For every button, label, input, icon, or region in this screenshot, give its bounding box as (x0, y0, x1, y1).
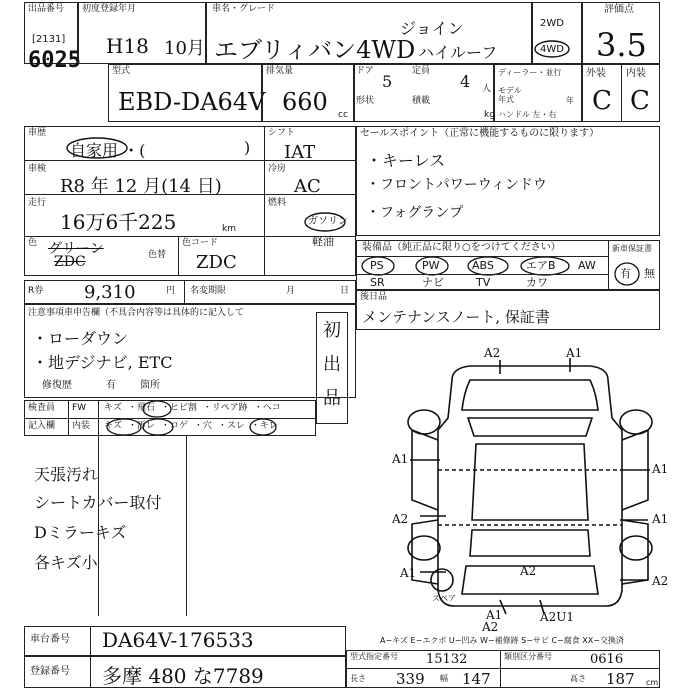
repair-label: 修復歴 (42, 380, 72, 391)
repair-unit: 箇所 (140, 380, 160, 391)
specs-footer-line (346, 668, 660, 669)
name-change-label: 名変期限 (190, 286, 227, 296)
dealer-label: ディーラー・並行 (498, 68, 562, 77)
interior-value: C (630, 86, 650, 116)
name-change-day: 日 (340, 286, 350, 296)
car-name: エブリィバン4WD (214, 36, 416, 64)
displacement-unit: cc (338, 110, 348, 120)
inspector-row2-head: 内装 (72, 421, 91, 431)
tax-value: 9,310 (84, 282, 136, 303)
color-label: 色 (28, 238, 38, 248)
fourwd-label: 4WD (540, 44, 564, 55)
type-designation-value: 15132 (426, 652, 468, 667)
handle-label: ハンドル 左・右 (498, 110, 557, 119)
model-year-label: モデル年式 (498, 86, 522, 104)
specs-footer-divider (500, 650, 501, 688)
mark-left-mid: A2 (392, 512, 409, 526)
doors-value: 5 (382, 72, 393, 91)
mark-rear-right: A2U1 (540, 610, 575, 624)
equip-leather: カワ (526, 276, 548, 289)
mark-rear-left-1: A1 (486, 608, 503, 622)
equip-aw: AW (578, 259, 596, 272)
inspection-value: R8 年 12 月(14 日) (60, 176, 222, 197)
usage-label: 車歴 (28, 128, 47, 138)
int-stain: ・汚レ (127, 421, 155, 431)
chassis-divider (90, 626, 91, 656)
width-label: 幅 (440, 674, 448, 683)
selling-point-2: ・フロントパワーウィンドウ (366, 177, 547, 193)
first-registration-year: H18 (106, 34, 149, 58)
color-code-struck: ZDC (54, 254, 86, 270)
fw-dent: ・ヘコ (253, 403, 281, 413)
class-label: 類別区分番号 (504, 652, 552, 661)
note-2: ・地デジナビ, ETC (32, 353, 173, 372)
capacity-label: 定員 (412, 66, 431, 76)
handwritten-note-4: 各キズ小 (34, 553, 98, 572)
handwritten-note-1: 天張汚れ (34, 465, 99, 484)
exterior-value: C (592, 86, 612, 116)
fw-chip: ・飛石 (127, 403, 155, 413)
registration-value: 多摩 480 な7789 (102, 664, 264, 688)
attachments-value: メンテナンスノート, 保証書 (362, 308, 550, 326)
rating-value: 3.5 (596, 26, 647, 64)
attachments-label: 後日品 (360, 292, 388, 302)
selling-point-3: ・フォグランプ (366, 205, 464, 221)
twowd-label: 2WD (540, 18, 564, 29)
car-name-label: 車名・グレード (212, 4, 276, 14)
shape-label: 形状 (356, 96, 375, 106)
mark-right-mid: A1 (652, 512, 669, 526)
shift-value: IAT (284, 142, 316, 163)
int-hole: ・穴 (193, 421, 212, 431)
lot-label: 出品番号 (28, 4, 65, 14)
interior-label: 内装 (626, 68, 646, 79)
mark-roof: A2 (520, 564, 537, 578)
chassis-value: DA64V-176533 (102, 628, 254, 652)
equip-ps: PS (370, 259, 384, 272)
model-label: 型式 (112, 66, 131, 76)
selling-point-1: ・キーレス (366, 151, 446, 170)
load-label: 積載 (412, 96, 431, 106)
displacement-value: 660 (282, 88, 328, 116)
length-label: 長さ (350, 674, 366, 683)
model-value: EBD-DA64V (118, 88, 266, 116)
equip-pw: PW (422, 259, 440, 272)
height-label: 高さ (570, 674, 586, 683)
inspector-label-2: 記入欄 (28, 421, 56, 431)
fw-repair: ・リペア跡 (202, 403, 248, 413)
color-change-label: 色替 (148, 250, 167, 260)
warranty-yes: 有 (620, 267, 631, 280)
capacity-unit: 人 (482, 84, 492, 94)
class-value: 0616 (590, 652, 624, 667)
int-burn: ・コゲ (160, 421, 188, 431)
ac-value: AC (294, 176, 321, 197)
warranty-no: 無 (644, 267, 655, 280)
grade-line-2: ハイルーフ (418, 43, 498, 62)
inspector-row1-head: FW (72, 403, 87, 413)
first-listing-char-2: 出 (323, 354, 341, 375)
load-unit: kg (484, 110, 495, 120)
doors-label: ドア (356, 66, 374, 76)
fuel-label: 燃料 (268, 198, 287, 208)
mileage-label: 走行 (28, 198, 47, 208)
fw-crack: ・ヒビ割 (160, 403, 197, 413)
color-code-value: ZDC (196, 252, 237, 273)
color-value: グリーン (48, 241, 104, 257)
mark-right-rear: A2 (652, 574, 669, 588)
first-listing-char-1: 初 (323, 320, 341, 341)
note-1: ・ローダウン (32, 329, 129, 348)
mark-front-left: A2 (484, 346, 501, 360)
mark-front-right: A1 (566, 346, 583, 360)
damage-legend: A−キズ E−エクボ U−凹み W−補修跡 S−サビ C−腐食 XX−交換済 (380, 636, 624, 645)
spare-label: スペア (432, 594, 456, 603)
ac-label: 冷房 (268, 164, 287, 174)
rating-label: 評価点 (604, 4, 634, 15)
model-year-unit: 年 (566, 96, 574, 105)
equip-navi: ナビ (422, 276, 444, 289)
notes-label: 注意事項車申告欄（不具合内容等は具体的に記入して (28, 308, 245, 318)
height-value: 187 (606, 670, 635, 688)
length-value: 339 (396, 670, 425, 688)
handwritten-note-2: シートカバー取付 (34, 493, 162, 512)
mileage-unit: km (222, 224, 236, 234)
first-listing-char-3: 品 (323, 388, 341, 409)
selling-points-label: セールスポイント（正常に機能するものに限ります） (360, 128, 600, 139)
equip-sr: SR (370, 276, 385, 289)
colorcode-label: 色コード (182, 238, 219, 248)
equip-airbag: エアB (526, 259, 556, 272)
first-registration-month: 10月 (164, 38, 205, 59)
capacity-value: 4 (460, 72, 471, 91)
mileage-value: 16万6千225 (60, 210, 177, 234)
width-value: 147 (462, 670, 491, 688)
inspector-label-1: 検査員 (28, 403, 56, 413)
usage-close: ) (244, 138, 251, 157)
mark-left-front: A1 (392, 452, 409, 466)
equip-abs: ABS (472, 259, 494, 272)
handwritten-note-3: Dミラーキズ (34, 523, 127, 542)
usage-value: 自家用 ・( (70, 141, 146, 160)
chassis-label: 車台番号 (30, 634, 70, 645)
exterior-label: 外装 (586, 68, 606, 79)
registration-divider (90, 656, 91, 688)
equipment-label: 装備品（純正品に限り○をつけてください） (362, 242, 561, 253)
lot-code: [2131] (32, 34, 66, 45)
tax-label: R券 (28, 286, 44, 296)
mark-left-rear: A1 (400, 566, 417, 580)
mark-rear-left-2: A2 (482, 620, 499, 634)
lot-number: 6025 (28, 48, 81, 73)
name-change-month: 月 (286, 286, 296, 296)
fuel-diesel: 軽油 (312, 235, 334, 248)
type-designation-label: 型式指定番号 (350, 652, 398, 661)
int-wear: ・スレ (217, 421, 245, 431)
shift-label: シフト (268, 128, 296, 138)
mark-right-front: A1 (652, 462, 669, 476)
first-registration-label: 初度登録年月 (82, 4, 137, 14)
displacement-label: 排気量 (266, 66, 294, 76)
equip-tv: TV (476, 276, 491, 289)
registration-label: 登録番号 (30, 666, 70, 677)
int-scratch: キズ (104, 421, 122, 431)
repair-value: 有 (106, 380, 116, 391)
fw-scratch: キズ (104, 403, 122, 413)
cm-unit: cm (646, 678, 659, 687)
warranty-label: 新車保証書 (612, 244, 652, 253)
inspection-label: 車検 (28, 164, 47, 174)
tax-unit: 円 (166, 286, 176, 296)
fuel-gasoline: ガソリン (308, 216, 348, 227)
int-tear: ・キレ (250, 421, 278, 431)
grade-line-1: ジョイン (400, 19, 464, 38)
